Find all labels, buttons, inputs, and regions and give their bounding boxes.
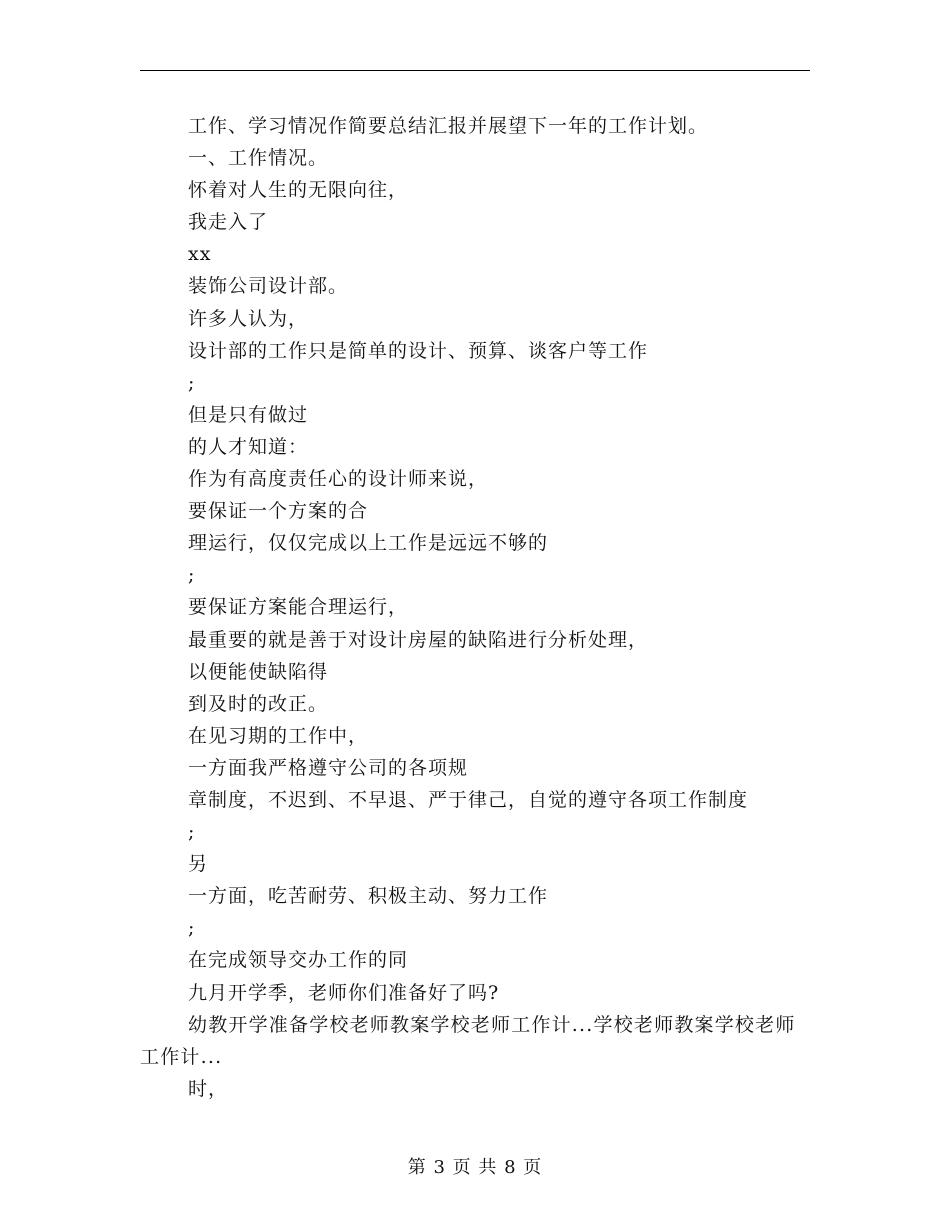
text-line: 一、工作情况。 [188, 147, 329, 170]
text-line: 的人才知道： [188, 435, 309, 458]
page-number: 第 3 页 共 8 页 [407, 1157, 543, 1178]
text-line: 以便能使缺陷得 [188, 660, 329, 683]
text-line: 最重要的就是善于对设计房屋的缺陷进行分析处理， [188, 628, 649, 651]
text-line: 但是只有做过 [188, 403, 309, 426]
text-line: 怀着对人生的无限向往， [188, 179, 409, 202]
text-line: ; [188, 371, 196, 394]
text-line: 装饰公司设计部。 [188, 275, 349, 298]
text-line: 一方面，吃苦耐劳、积极主动、努力工作 [188, 885, 549, 908]
text-line: 在完成领导交办工作的同 [188, 949, 409, 972]
wrapped-paragraph: 幼教开学准备学校老师教案学校老师工作计...学校老师教案学校老师工作计... [140, 1013, 796, 1068]
text-line: ; [188, 564, 196, 587]
text-line: 一方面我严格遵守公司的各项规 [188, 756, 469, 779]
text-line: 理运行，仅仅完成以上工作是远远不够的 [188, 532, 549, 555]
text-line: 章制度，不迟到、不早退、严于律己，自觉的遵守各项工作制度 [188, 788, 749, 811]
text-line: 工作、学习情况作简要总结汇报并展望下一年的工作计划。 [188, 115, 709, 137]
text-line: 要保证方案能合理运行， [188, 596, 409, 619]
document-body [140, 110, 810, 1105]
header-rule [140, 70, 810, 71]
text-line: ; [188, 821, 196, 844]
text-line: 另 [188, 853, 209, 876]
text-line: 作为有高度责任心的设计师来说， [188, 468, 489, 491]
text-line: 九月开学季，老师你们准备好了吗? [188, 981, 500, 1004]
text-line: 要保证一个方案的合 [188, 500, 369, 523]
text-line: xx [188, 243, 212, 266]
text-line: 许多人认为， [188, 307, 309, 330]
text-line: 时， [188, 1077, 229, 1100]
text-line: 我走入了 [188, 211, 269, 234]
text-line: 到及时的改正。 [188, 692, 329, 715]
text-line: 在见习期的工作中， [188, 724, 369, 747]
text-line: 设计部的工作只是简单的设计、预算、谈客户等工作 [188, 339, 649, 362]
text-line: ; [188, 917, 196, 940]
